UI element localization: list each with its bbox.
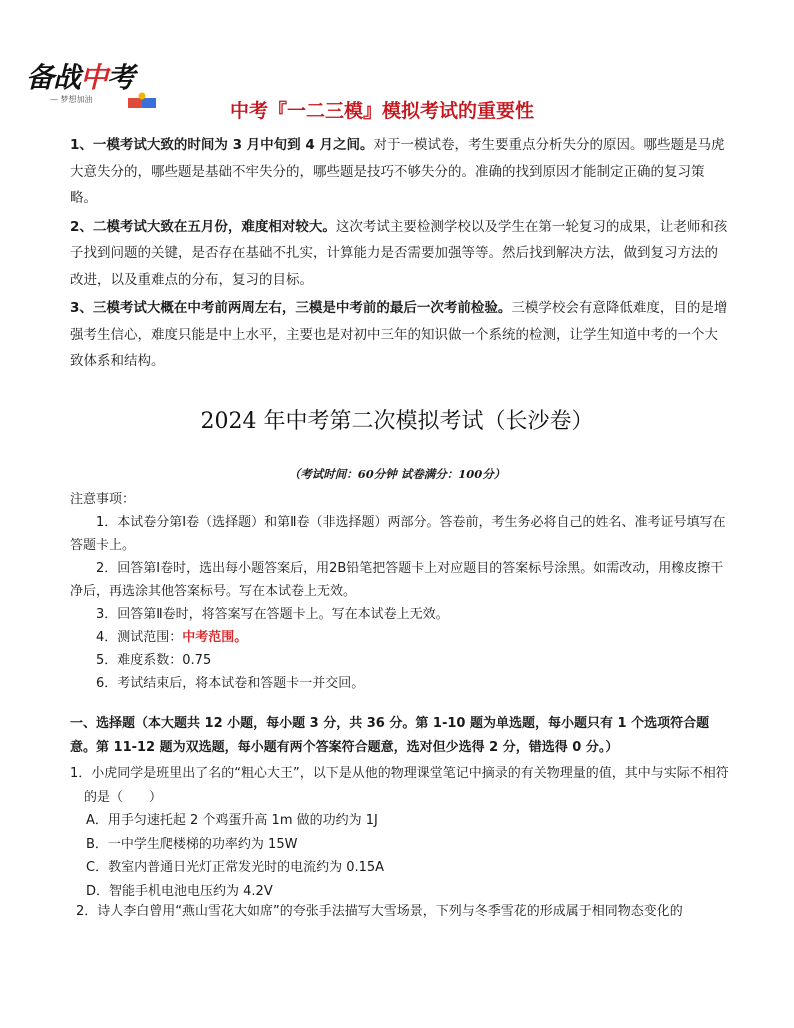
- exam-meta: （考试时间：60分钟 试卷满分：100分）: [288, 467, 506, 481]
- intro-paragraph-3: 3、三模考试大概在中考前两周左右，三模是中考前的最后一次考前检验。三模学校会有意降低难度，目的是增强考生信心，难度只能是中上水平，主要也是对初中三年的知识做一个系统的检测，让学生知道中考的一个大致体系和结构。: [70, 300, 728, 369]
- option-d: D．智能手机电池电压约为 4.2V: [86, 883, 273, 899]
- notes-item: 4．测试范围：中考范围。: [96, 630, 248, 645]
- question-2: [76, 900, 746, 924]
- intro-paragraph-2: 2、二模考试大致在五月份，难度相对较大。这次考试主要检测学校以及学生在第一轮复习的成果，让老师和孩子找到问题的关键，是否存在基础不扎实，计算能力是否需要加强等等。然后找到解决方法，做到复习方法的改进，以及重难点的分布，复习的目标。: [70, 218, 728, 288]
- book-icon: [126, 92, 160, 112]
- logo-text: 备战中考: [26, 61, 135, 94]
- test-scope: 中考范围。: [182, 630, 248, 645]
- option-c: C．教室内普通日光灯正常发光时的电流约为 0.15A: [86, 860, 385, 875]
- logo-slogan: — 梦想加油: [50, 95, 93, 104]
- notes-item: 2．回答第Ⅰ卷时，选出每小题答案后，用2B铅笔把答题卡上对应题目的答案标号涂黑。如需改动，用橡皮擦干净后，再选涂其他答案标号。写在本试卷上无效。: [70, 561, 724, 599]
- section-heading: 一、选择题（本大题共 12 小题，每小题 3 分，共 36 分。第 1-10 题为单选题，每小题只有 1 个选项符合题意。第 11-12 题为双选题，每小题有两个答案符合题意，选对但少选得 2 分，错选得 0 分。）: [70, 716, 710, 755]
- exam-title: 2024 年中考第二次模拟考试（长沙卷）: [200, 409, 594, 434]
- notes-heading: 注意事项：: [70, 492, 136, 507]
- option-a: A．用手匀速托起 2 个鸡蛋升高 1m 做的功约为 1J: [86, 813, 378, 828]
- notes-item: 6．考试结束后，将本试卷和答题卡一并交回。: [96, 676, 365, 691]
- intro-paragraph-1: 1、一模考试大致的时间为 3 月中旬到 4 月之间。对于一模试卷，考生要重点分析失分的原因。哪些题是马虎大意失分的，哪些题是基础不牢失分的，哪些题是技巧不够失分的。准确的找到原因才能制定正确的复习策略。: [70, 137, 725, 206]
- question-1: [70, 762, 740, 903]
- notes-item: 5．难度系数：0.75: [96, 653, 212, 668]
- question-stem: 1．小虎同学是班里出了名的“粗心大王”，以下是从他的物理课堂笔记中摘录的有关物理量的值，其中与实际不相符的是（ ）: [70, 766, 729, 805]
- notes-item: 3．回答第Ⅱ卷时，将答案写在答题卡上。写在本试卷上无效。: [96, 607, 449, 622]
- notes-section: [70, 488, 730, 695]
- intro-title: 中考『一二三模』模拟考试的重要性: [230, 100, 535, 122]
- notes-item: 1．本试卷分第Ⅰ卷（选择题）和第Ⅱ卷（非选择题）两部分。答卷前，考生务必将自己的姓名、准考证号填写在答题卡上。: [70, 515, 726, 553]
- option-b: B．一中学生爬楼梯的功率约为 15W: [86, 836, 298, 852]
- intro-section: [70, 132, 730, 377]
- brand-logo: [22, 54, 162, 114]
- question-stem: 2．诗人李白曾用“燕山雪花大如席”的夸张手法描写大雪场景，下列与冬季雪花的形成属于相同物态变化的: [76, 904, 683, 919]
